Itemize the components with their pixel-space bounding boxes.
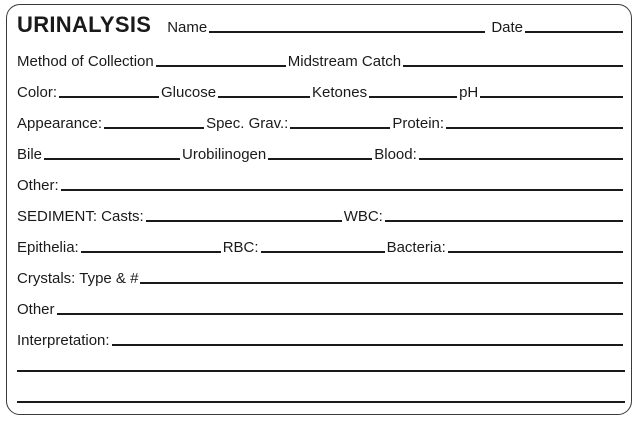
bile-field[interactable] [44,158,180,160]
epithelia-row [17,234,625,256]
ketones-label: Ketones [312,84,368,101]
color-row [17,79,625,101]
epithelia-field[interactable] [81,251,221,253]
interpretation-line-2[interactable] [17,370,625,372]
method-field[interactable] [156,65,286,67]
other-field-1[interactable] [61,189,623,191]
urobilinogen-field[interactable] [268,158,372,160]
form-title: URINALYSIS [17,12,152,37]
date-label: Date [491,19,523,36]
spec-grav-field[interactable] [290,127,390,129]
color-field[interactable] [59,96,159,98]
interpretation-line-3[interactable] [17,401,625,403]
other-field-2[interactable] [57,313,623,315]
ph-field[interactable] [480,96,623,98]
color-label: Color: [17,84,58,101]
appearance-label: Appearance: [17,115,103,132]
other-label-2: Other [17,301,55,318]
interpretation-label: Interpretation: [17,332,110,349]
spec-grav-label: Spec. Grav.: [206,115,289,132]
bacteria-field[interactable] [448,251,623,253]
blood-label: Blood: [374,146,417,163]
crystals-field[interactable] [140,282,623,284]
protein-label: Protein: [392,115,445,132]
header-row [17,10,625,36]
crystals-row [17,265,625,287]
glucose-field[interactable] [218,96,310,98]
wbc-field[interactable] [385,220,623,222]
glucose-label: Glucose [161,84,217,101]
epithelia-label: Epithelia: [17,239,79,256]
sediment-row [17,203,625,225]
other-label-1: Other: [17,177,59,194]
interpretation-row [17,327,625,349]
name-field[interactable] [209,31,485,33]
other-row-2 [17,296,625,318]
bacteria-label: Bacteria: [386,239,446,256]
blood-field[interactable] [419,158,623,160]
other-row-1 [17,172,625,194]
sediment-casts-label: SEDIMENT: Casts: [17,208,144,225]
protein-field[interactable] [446,127,623,129]
rbc-label: RBC: [222,239,259,256]
ketones-field[interactable] [369,96,457,98]
interpretation-field[interactable] [112,344,623,346]
wbc-label: WBC: [343,208,383,225]
urobilinogen-label: Urobilinogen [182,146,267,163]
appearance-field[interactable] [104,127,204,129]
crystals-label: Crystals: Type & # [17,270,139,287]
date-field[interactable] [525,31,623,33]
rbc-field[interactable] [261,251,385,253]
method-row [17,48,625,70]
bile-row [17,141,625,163]
bile-label: Bile [17,146,43,163]
midstream-field[interactable] [403,65,623,67]
name-label: Name [167,19,208,36]
midstream-label: Midstream Catch [287,53,402,70]
method-label: Method of Collection [17,53,154,70]
casts-field[interactable] [146,220,342,222]
appearance-row [17,110,625,132]
ph-label: pH [459,84,479,101]
